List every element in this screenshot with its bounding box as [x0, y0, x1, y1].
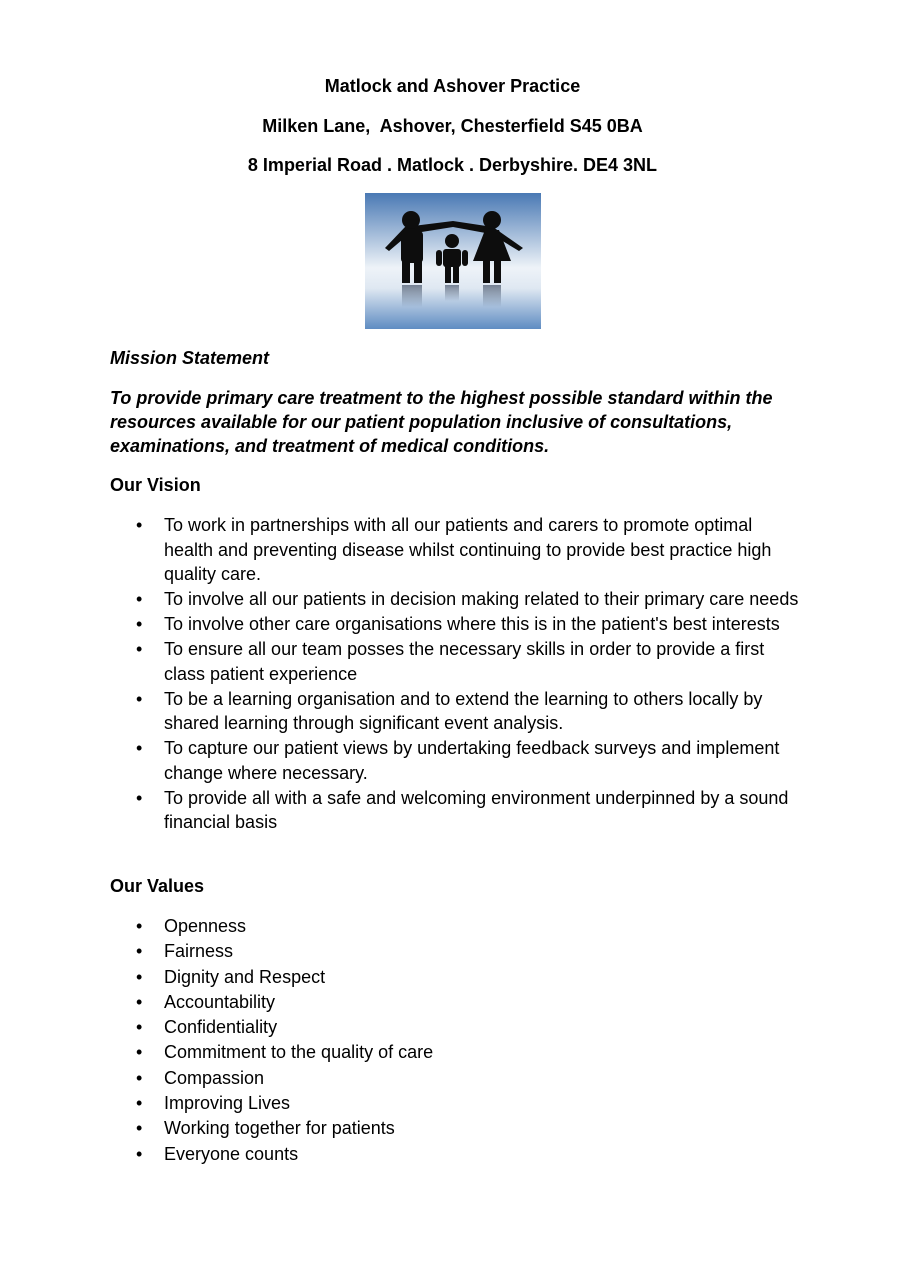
vision-heading: Our Vision [110, 475, 201, 495]
value-item [0, 1142, 804, 1167]
vision-item-text: To work in partnerships with all our patients and carers to promote optimal health and preventing disease whilst continuing to provide best practice high quality care. [164, 515, 772, 584]
bullet-icon: • [136, 1067, 143, 1088]
bullet-icon: • [136, 1093, 143, 1114]
bullet-icon: • [136, 614, 143, 634]
bullet-icon: • [136, 1118, 143, 1139]
address-matlock: 8 Imperial Road . Matlock . Derbyshire. DE4 3NL [247, 155, 658, 175]
value-item-text: Commitment to the quality of care [164, 1042, 434, 1063]
value-item [0, 990, 804, 1015]
value-item-text: Accountability [164, 991, 276, 1012]
bullet-icon: • [136, 688, 143, 709]
value-item [0, 965, 804, 990]
vision-item [0, 687, 804, 736]
vision-item [0, 587, 804, 612]
practice-name: Matlock and Ashover Practice [324, 76, 581, 96]
vision-item [0, 513, 804, 587]
bullet-icon: • [136, 515, 143, 535]
value-item-text: Dignity and Respect [164, 966, 326, 987]
bullet-icon: • [136, 1017, 143, 1038]
vision-list [0, 513, 905, 835]
bullet-icon: • [136, 1042, 143, 1063]
family-logo [365, 193, 541, 329]
mission-text: To provide primary care treatment to the highest possible standard within the resources available for our patient population inclusive of consultations, examinations, and treatment of medical conditions. [110, 388, 773, 456]
bullet-icon: • [136, 639, 143, 659]
value-item [0, 1116, 804, 1141]
bullet-icon: • [136, 738, 143, 758]
bullet-icon: • [136, 941, 143, 962]
value-item [0, 914, 804, 939]
value-item-text: Confidentiality [164, 1017, 278, 1038]
value-item [0, 1091, 804, 1116]
value-item [0, 1015, 804, 1040]
vision-item-text: To involve other care organisations where this is in the patient's best interests [164, 614, 780, 634]
value-item-text: Openness [164, 916, 247, 936]
vision-item [0, 736, 804, 785]
value-item [0, 1040, 804, 1065]
vision-item [0, 612, 804, 637]
address-ashover: Milken Lane, Ashover, Chesterfield S45 0BA [262, 116, 643, 136]
mission-heading: Mission Statement [110, 348, 270, 368]
bullet-icon: • [136, 787, 143, 808]
vision-item [0, 637, 804, 686]
vision-item-text: To ensure all our team posses the necessary skills in order to provide a first class patient experience [164, 639, 765, 684]
vision-item-text: To provide all with a safe and welcoming environment underpinned by a sound financial basis [164, 787, 789, 832]
bullet-icon: • [136, 916, 143, 936]
vision-item [0, 786, 804, 835]
bullet-icon: • [136, 991, 143, 1012]
value-item-text: Fairness [164, 941, 234, 962]
value-item-text: Everyone counts [164, 1143, 299, 1164]
bullet-icon: • [136, 589, 143, 609]
vision-item-text: To capture our patient views by undertaking feedback surveys and implement change where necessary. [164, 738, 780, 783]
family-icon [365, 193, 541, 329]
value-item [0, 939, 804, 964]
vision-item-text: To be a learning organisation and to extend the learning to others locally by shared learning through significant event analysis. [164, 688, 763, 733]
bullet-icon: • [136, 966, 143, 987]
value-item-text: Improving Lives [164, 1093, 291, 1114]
value-item-text: Working together for patients [164, 1118, 395, 1139]
vision-item-text: To involve all our patients in decision making related to their primary care needs [164, 589, 799, 609]
bullet-icon: • [136, 1143, 143, 1164]
value-item-text: Compassion [164, 1067, 265, 1088]
values-heading: Our Values [110, 876, 205, 896]
values-list [0, 914, 905, 1167]
value-item [0, 1066, 804, 1091]
